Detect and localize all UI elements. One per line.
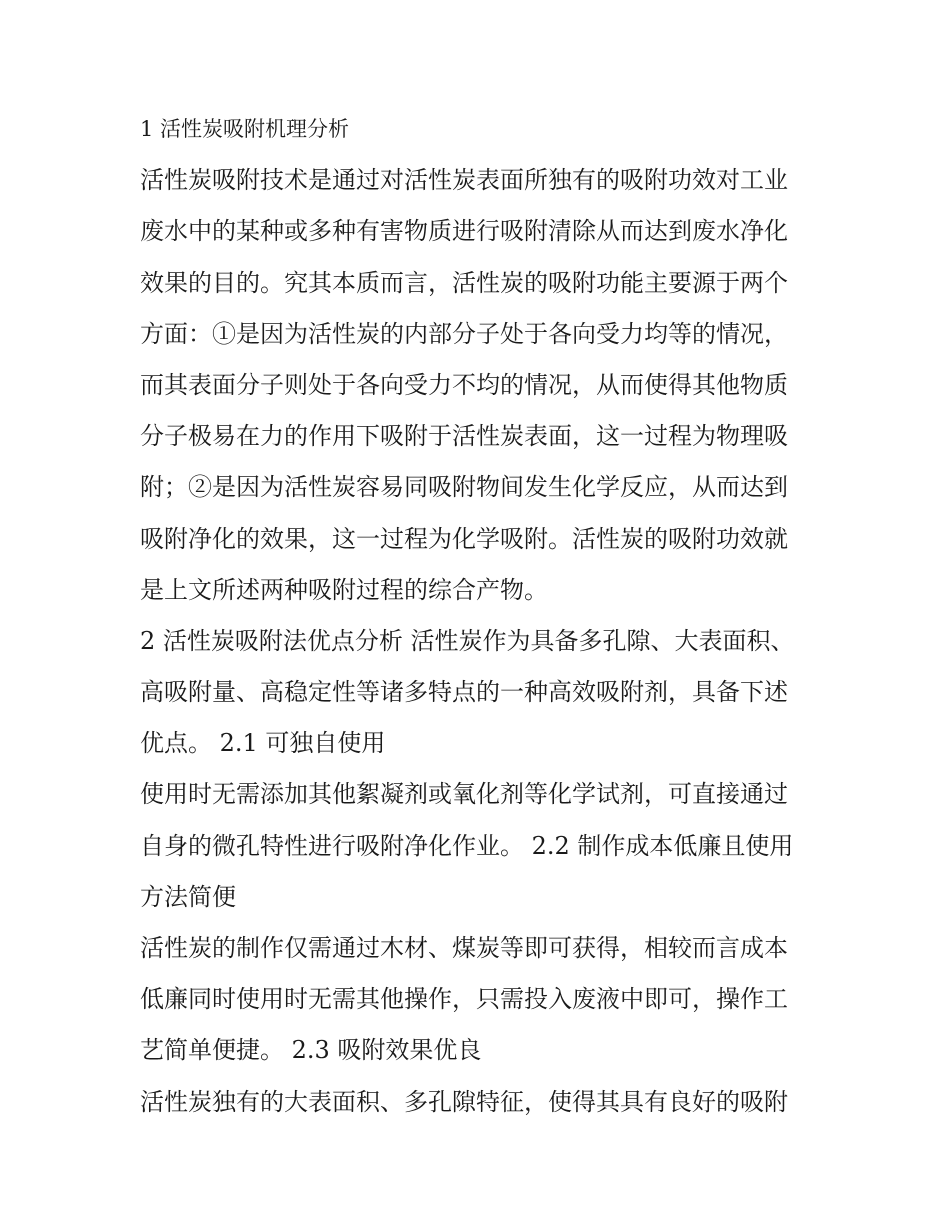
paragraph-line: 是上文所述两种吸附过程的综合产物。 — [140, 575, 548, 604]
paragraph-line: 方法简便 — [140, 882, 236, 911]
paragraph-line: 废水中的某种或多种有害物质进行吸附清除从而达到废水净化 — [140, 217, 788, 246]
paragraph-line: 低廉同时使用时无需其他操作，只需投入废液中即可，操作工 — [140, 985, 788, 1014]
paragraph-line: 附；②是因为活性炭容易同吸附物间发生化学反应，从而达到 — [140, 473, 788, 502]
paragraph-line: 而其表面分子则处于各向受力不均的情况，从而使得其他物质 — [140, 370, 788, 399]
paragraph-line: 活性炭的制作仅需通过木材、煤炭等即可获得，相较而言成本 — [140, 934, 788, 962]
paragraph-line: 高吸附量、高稳定性等诸多特点的一种高效吸附剂，具备下述 — [140, 678, 788, 707]
document-body — [140, 104, 820, 1128]
section-heading-2-line: 2 活性炭吸附法优点分析 活性炭作为具备多孔隙、大表面积、 — [140, 626, 795, 655]
paragraph-line: 分子极易在力的作用下吸附于活性炭表面，这一过程为物理吸 — [140, 422, 788, 451]
subsection-heading-2-3-line: 艺简单便捷。 2.3 吸附效果优良 — [140, 1036, 482, 1065]
paragraph-line: 使用时无需添加其他絮凝剂或氧化剂等化学试剂，可直接通过 — [140, 780, 788, 809]
subsection-heading-2-1-line: 优点。 2.1 可独自使用 — [140, 729, 386, 758]
paragraph-line: 效果的目的。究其本质而言，活性炭的吸附功能主要源于两个 — [140, 268, 788, 297]
section-heading-1: 1 活性炭吸附机理分析 — [140, 117, 350, 141]
paragraph-line: 吸附净化的效果，这一过程为化学吸附。活性炭的吸附功效就 — [140, 524, 788, 553]
paragraph-line: 活性炭独有的大表面积、多孔隙特征，使得其具有良好的吸附 — [140, 1087, 788, 1116]
subsection-heading-2-2-line: 自身的微孔特性进行吸附净化作业。 2.2 制作成本低廉且使用 — [140, 831, 794, 860]
paragraph-line: 活性炭吸附技术是通过对活性炭表面所独有的吸附功效对工业 — [140, 166, 788, 195]
paragraph-line: 方面：①是因为活性炭的内部分子处于各向受力均等的情况， — [140, 319, 788, 348]
